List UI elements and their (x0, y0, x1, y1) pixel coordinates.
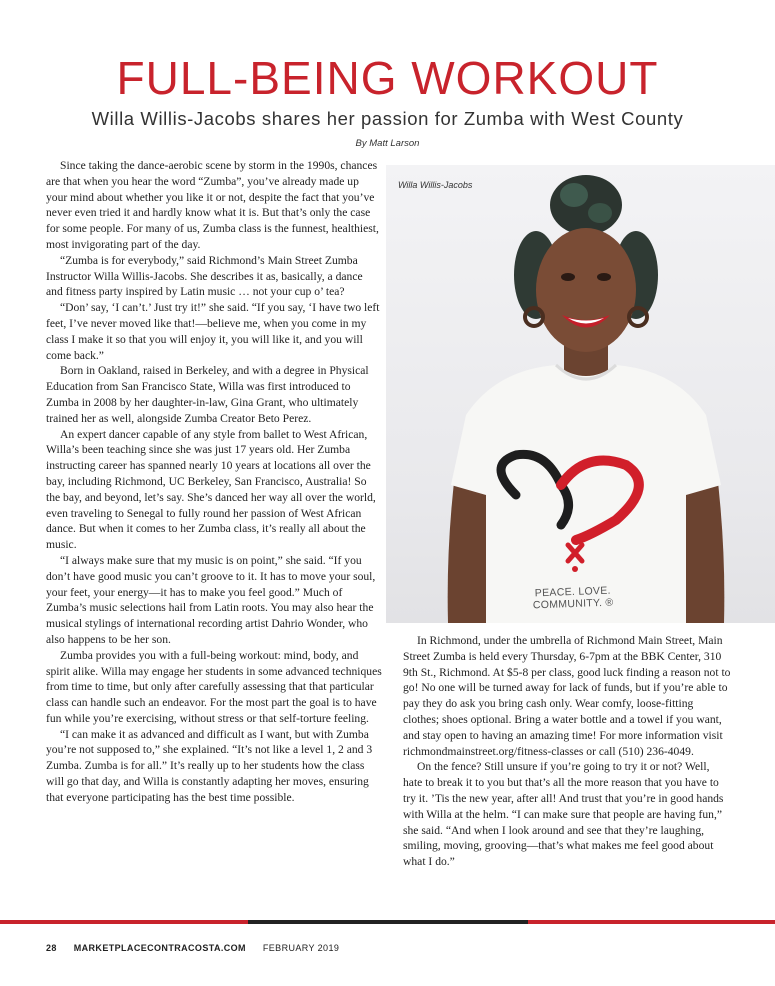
paragraph: “Zumba is for everybody,” said Richmond’s Main Street Zumba Instructor Willa Willis-Jacobs. She describes it as, basically, a dance and fitness party inspired by Latin music … not your cup o’ tea? (46, 253, 363, 299)
paragraph: “I can make it as advanced and difficult as I want, but with Zumba you’re not supposed to,” she explained. “It’s not like a level 1, 2 and 3 Zumba. Zumba is for all.” It’s really up to her students how the class will go that day, and Willa is constantly adapting her moves, ensuring that everyone participating has the best time possible. (46, 727, 373, 804)
paragraph: Zumba provides you with a full-being workout: mind, body, and spirit alike. Willa may engage her students in some advanced techniques from time to time, but only after carefully assessing that that particular class can handle such an endeavor. For the most part the goal is to have fun while you’re exercising, without stress or that self-torture feeling. (46, 648, 382, 725)
paragraph: Born in Oakland, raised in Berkeley, and with a degree in Physical Education from San Francisco State, Willa was first introduced to Zumba in 2008 by her daughter-in-law, Gina Grant, who ultimately trained her as well, alongside Zumba Creator Beto Perez. (46, 364, 369, 425)
article-byline: By Matt Larson (355, 138, 420, 149)
paragraph: Since taking the dance-aerobic scene by storm in the 1990s, chances are that when you hear the word “Zumba”, you’ve already made up your mind about whether you like it or not, despite the fact that you’ve never even tried it and hardly know what it is. But that’s only the case for some people. For many of us, Zumba class is the funnest, healthiest, most invigorating part of the day. (46, 159, 379, 251)
footer-issue: FEBRUARY 2019 (262, 943, 340, 953)
footer-site: MARKETPLACECONTRACOSTA.COM (73, 943, 246, 953)
portrait-illustration (386, 165, 775, 623)
portrait-photo (386, 165, 775, 623)
footer-rule-accent (248, 920, 528, 924)
article-right-column (403, 633, 731, 870)
page-number: 28 (46, 943, 57, 953)
paragraph: On the fence? Still unsure if you’re going to try it or not? Well, hate to break it to you but that’s all the more reason that you have to try it. ’Tis the new year, after all! And trust that you’re in good hands with Willa at the helm. “I can make sure that people are having fun,” she said. “And when I look around and see that they’re laughing, smiling, moving, grooving—that’s what makes me feel good about what I do.” (403, 760, 724, 869)
paragraph: “Don’ say, ‘I can’t.’ Just try it!” she said. “If you say, ‘I have two left feet, I’ve never moved like that!—believe me, when you come in my class I make it so that you will enjoy it, you will like it, and you will come back.” (46, 301, 380, 362)
paragraph: In Richmond, under the umbrella of Richmond Main Street, Main Street Zumba is held every Thursday, 6-7pm at the BBK Center, 310 9th St., Richmond. At $5-8 per class, good luck finding a reason not to go! No one will be turned away for lack of funds, but if you’re able to pay they do ask you bring cash only. Wear comfy, loose-fitting clothes; shoes optional. Bring a water bottle and a towel if you want, and stay open to having an amazing time! For more information visit richmondmainstreet.org/fitness-classes or call (510) 236-4049. (403, 634, 731, 758)
photo-caption: Willa Willis-Jacobs (398, 180, 473, 190)
shirt-slogan (503, 584, 644, 613)
article-left-column (46, 158, 382, 806)
paragraph: An expert dancer capable of any style from ballet to West African, Willa’s been teaching since she was just 17 years old. Her Zumba instructing career has spanned nearly 10 years at locations all over the bay, including Richmond, UC Berkeley, San Francisco, Australia! So the bay, and beyond, let’s say. She’s danced her way all over the world, even traveling to Senegal to fully round her passion of West African dance. But when it comes to her Zumba class, it’s really all about the music. (46, 427, 376, 552)
shirt-slogan-text: PEACE. LOVE. COMMUNITY. (532, 584, 611, 612)
article-subtitle: Willa Willis-Jacobs shares her passion for Zumba with West County (91, 108, 684, 129)
article-title: FULL-BEING WORKOUT (116, 52, 659, 104)
page-footer (46, 943, 353, 953)
paragraph: “I always make sure that my music is on point,” she said. “If you don’t have good music you can’t groove to it. It has to move your soul, your feet, your energy—it has to make you feel good.” Much of Zumba’s music selections hail from Latin roots. You may also hear the musical stylings of international recording artist Dahrio Wonder, who also happens to be her son. (46, 553, 376, 646)
shirt-trademark-mark: ® (605, 596, 614, 609)
